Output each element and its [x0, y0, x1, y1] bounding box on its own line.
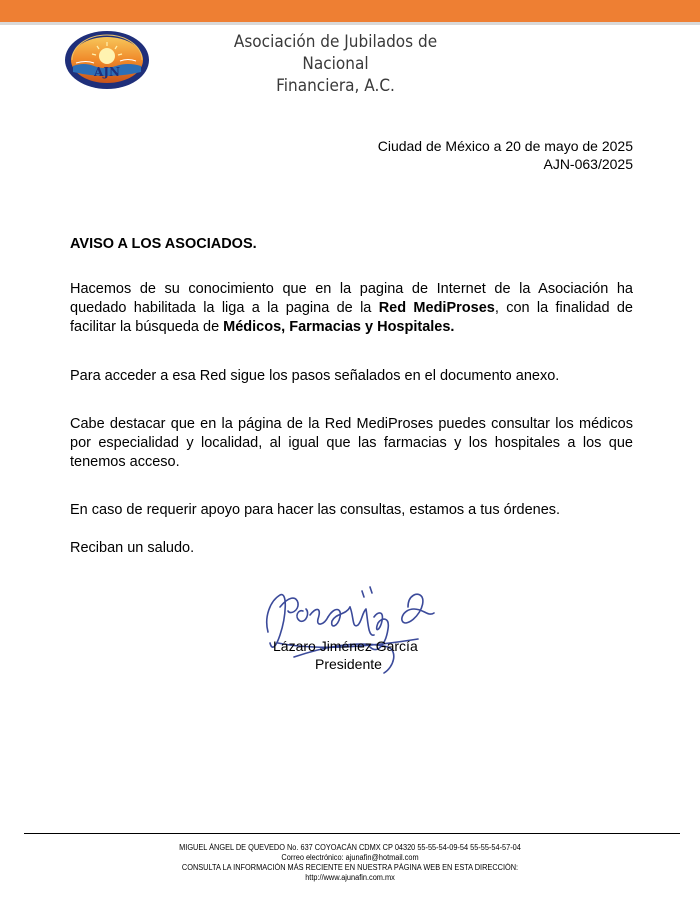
paragraph-intro-text-a: Hacemos de su conocimiento que en la pagina de Internet de la Asociación ha quedado habilitada la liga a la pagina de la: [70, 281, 633, 316]
date-reference-block: [378, 137, 633, 173]
organization-name: [214, 31, 457, 97]
paragraph-access: Para acceder a esa Red sigue los pasos señalados en el documento anexo.: [70, 368, 560, 384]
paragraph-support: En caso de requerir apoyo para hacer las consultas, estamos a tus órdenes.: [70, 502, 561, 518]
association-logo: [64, 30, 150, 90]
footer-divider: [24, 833, 680, 834]
signer-title: Presidente: [315, 656, 382, 672]
footer: [0, 843, 700, 883]
footer-address: MIGUEL ÁNGEL DE QUEVEDO No. 637 COYOACÁN CDMX CP 04320 55-55-54-09-54 55-55-54-57-04: [179, 843, 521, 852]
medicos-farmacias-bold: Médicos, Farmacias y Hospitales.: [223, 319, 455, 335]
letter-date: Ciudad de México a 20 de mayo de 2025: [377, 138, 633, 154]
footer-url: http://www.ajunafin.com.mx: [305, 873, 395, 882]
reference-number: AJN-063/2025: [543, 156, 633, 172]
red-mediproses-bold: Red MediProses: [378, 300, 495, 316]
letter-heading: AVISO A LOS ASOCIADOS.: [70, 236, 257, 252]
footer-email: Correo electrónico: ajunafin@hotmail.com: [281, 853, 419, 862]
footer-notice: CONSULTA LA INFORMACIÓN MÁS RECIENTE EN NUESTRA PÁGINA WEB EN ESTA DIRECCIÓN:: [181, 863, 519, 872]
top-accent-bar: [0, 0, 700, 22]
signer-name: Lázaro Jiménez García: [273, 638, 418, 654]
org-name-line1: Asociación de Jubilados de Nacional: [233, 32, 438, 74]
paragraph-intro-text-c: , con la finalidad de facilitar la búsqueda de: [70, 300, 633, 335]
top-bar-shadow: [0, 22, 700, 25]
org-name-line2: Financiera, A.C.: [276, 76, 395, 96]
paragraph-closing: Reciban un saludo.: [70, 540, 195, 556]
paragraph-details: Cabe destacar que en la página de la Red MediProses puedes consultar los médicos por especialidad y localidad, al igual que las farmacias y los hospitales a los que tenemos acceso.: [70, 416, 633, 470]
logo-text: AJN: [94, 65, 120, 79]
paragraph-intro: [70, 280, 633, 337]
